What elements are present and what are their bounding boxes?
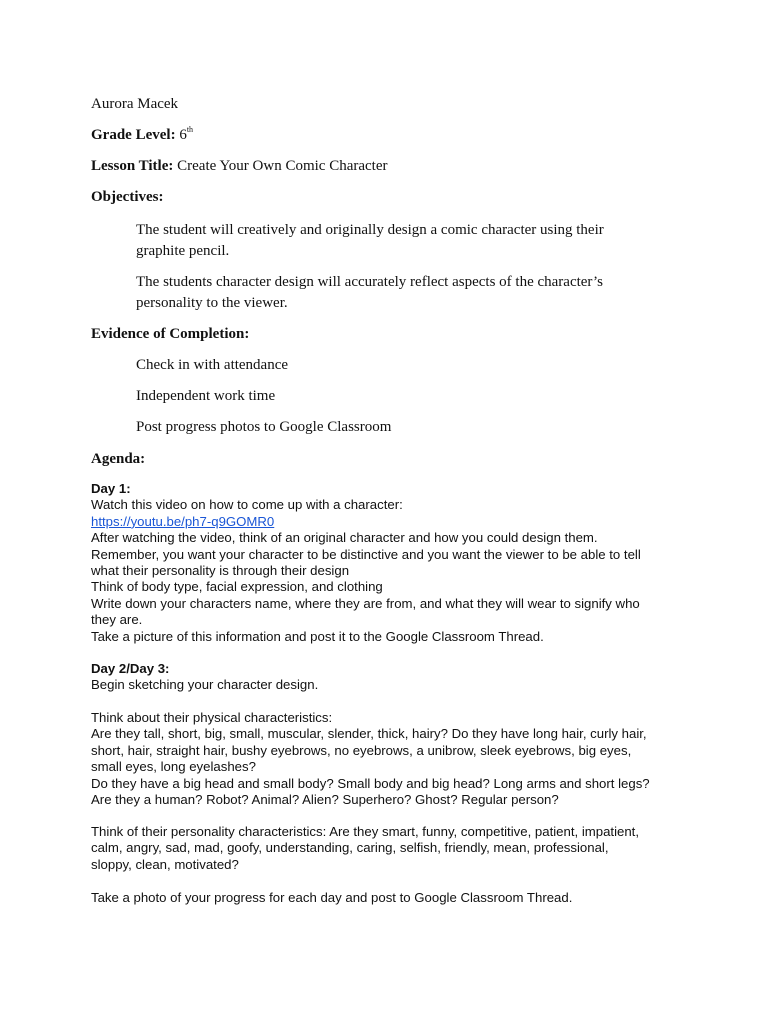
day1-section [91,481,641,645]
objective-item [136,220,604,262]
personality-line: Think of their personality characteristics: Are they smart, funny, competitive, patient, impatient, [91,824,640,839]
evidence-item: Check in with attendance [136,357,289,373]
agenda-heading: Agenda: [91,451,146,467]
evidence-item: Post progress photos to Google Classroom [136,419,392,435]
day23-heading: Day 2/Day 3: [91,661,170,676]
day1-line: After watching the video, think of an original character and how you could design them. [91,530,598,546]
objective-line: personality to the viewer. [136,295,288,311]
day1-line: Think of body type, facial expression, and clothing [91,579,383,595]
evidence-item: Independent work time [136,388,276,404]
grade-level-superscript: th [186,125,194,134]
day1-line: they are. [91,612,143,628]
objective-line: The student will creatively and originally design a comic character using their [136,222,604,238]
lesson-title [91,157,388,176]
author-name: Aurora Macek [91,96,179,112]
personality-line: calm, angry, sad, mad, goofy, understanding, caring, selfish, friendly, mean, professional, [91,840,609,856]
day1-line: what their personality is through their design [91,563,350,579]
day1-heading: Day 1: [91,481,131,496]
day1-line: Remember, you want your character to be distinctive and you want the viewer to be able to tell [91,546,641,562]
day1-line: Take a picture of this information and post it to the Google Classroom Thread. [91,628,544,644]
day23-section [91,661,318,694]
objective-line: graphite pencil. [136,243,230,259]
grade-level-label: Grade Level: [91,127,176,143]
personality-line: sloppy, clean, motivated? [91,856,239,872]
physical-line: Are they a human? Robot? Animal? Alien? Superhero? Ghost? Regular person? [91,792,559,808]
day1-intro: Watch this video on how to come up with a character: [91,497,403,513]
physical-line: Think about their physical characteristics: [91,710,333,725]
objective-line: The students character design will accurately reflect aspects of the character’s [136,274,603,290]
lesson-title-label: Lesson Title: [91,158,174,174]
evidence-heading: Evidence of Completion: [91,326,250,342]
physical-line: Are they tall, short, big, small, muscular, slender, thick, hairy? Do they have long hair, curly hair, [91,726,647,742]
objectives-heading: Objectives: [91,189,164,205]
physical-line: short, hair, straight hair, bushy eyebrows, no eyebrows, a unibrow, sleek eyebrows, big eyes, [91,742,632,758]
physical-line: small eyes, long eyelashes? [91,759,256,775]
closing-instruction: Take a photo of your progress for each day and post to Google Classroom Thread. [91,890,573,905]
physical-line: Do they have a big head and small body? Small body and big head? Long arms and short legs? [91,775,650,791]
grade-level [91,126,193,145]
grade-level-value: 6 [179,127,187,143]
day23-intro: Begin sketching your character design. [91,677,319,693]
objective-item [136,272,603,314]
video-link[interactable]: https://youtu.be/ph7-q9GOMR0 [91,513,275,529]
personality-characteristics [91,824,639,873]
day1-line: Write down your characters name, where they are from, and what they will wear to signify who [91,595,640,611]
physical-characteristics [91,710,650,808]
lesson-title-value: Create Your Own Comic Character [177,158,388,174]
